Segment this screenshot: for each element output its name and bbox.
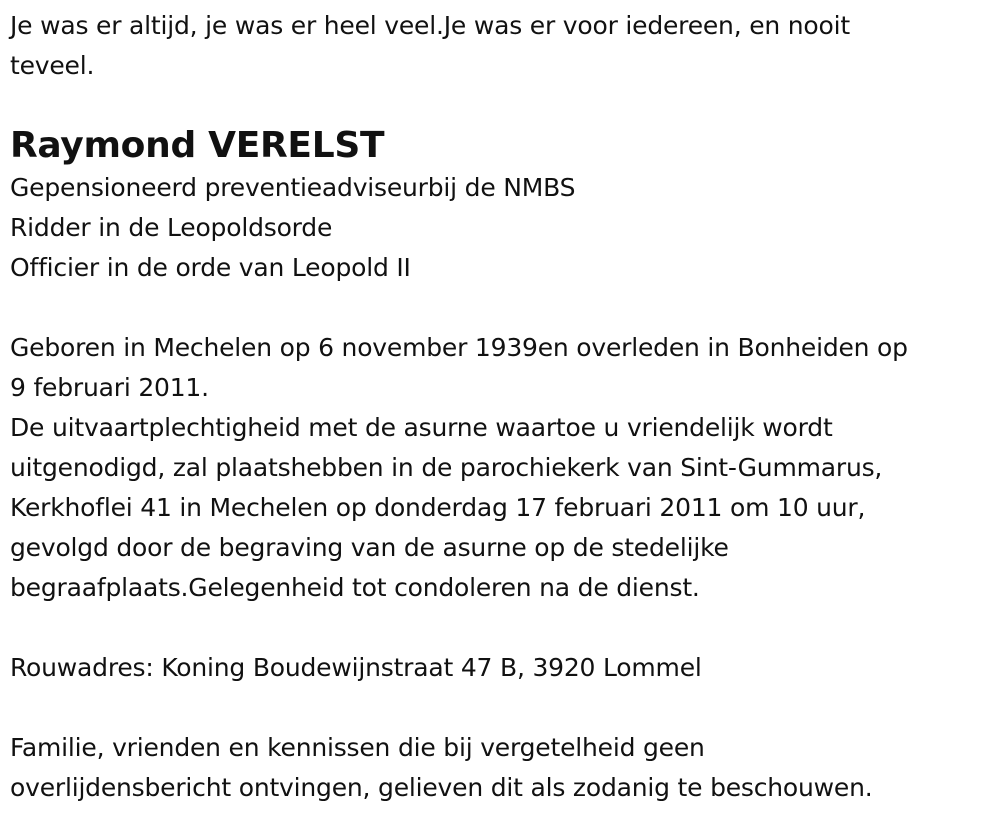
memorial-quote: [10, 6, 990, 86]
title-line-2: Ridder in de Leopoldsorde: [10, 213, 333, 242]
funeral-paragraph: [10, 408, 990, 608]
mourning-address: Rouwadres: Koning Boudewijnstraat 47 B, 3920 Lommel: [10, 653, 702, 682]
funeral-line-2: uitgenodigd, zal plaatshebben in de parochiekerk van Sint-Gummarus,: [10, 453, 883, 482]
spacer: [10, 688, 990, 728]
quote-line-2: teveel.: [10, 51, 95, 80]
death-notice: [10, 6, 990, 808]
deceased-block: [10, 124, 990, 288]
funeral-line-3: Kerkhoflei 41 in Mechelen op donderdag 17 februari 2011 om 10 uur,: [10, 493, 866, 522]
birth-death-paragraph: [10, 328, 990, 408]
quote-line-1: Je was er altijd, je was er heel veel.Je was er voor iedereen, en nooit: [10, 11, 850, 40]
closing-paragraph: [10, 728, 990, 808]
spacer: [10, 608, 990, 648]
spacer: [10, 288, 990, 328]
birth-death-line-2: 9 februari 2011.: [10, 373, 209, 402]
deceased-name: Raymond VERELST: [10, 125, 385, 166]
closing-line-1: Familie, vrienden en kennissen die bij vergetelheid geen: [10, 733, 705, 762]
birth-death-line-1: Geboren in Mechelen op 6 november 1939en overleden in Bonheiden op: [10, 333, 908, 362]
closing-line-2: overlijdensbericht ontvingen, gelieven dit als zodanig te beschouwen.: [10, 773, 873, 802]
funeral-line-4: gevolgd door de begraving van de asurne op de stedelijke: [10, 533, 729, 562]
funeral-line-5: begraafplaats.Gelegenheid tot condoleren na de dienst.: [10, 573, 700, 602]
title-line-3: Officier in de orde van Leopold II: [10, 253, 411, 282]
title-line-1: Gepensioneerd preventieadviseurbij de NMBS: [10, 173, 576, 202]
funeral-line-1: De uitvaartplechtigheid met de asurne waartoe u vriendelijk wordt: [10, 413, 833, 442]
